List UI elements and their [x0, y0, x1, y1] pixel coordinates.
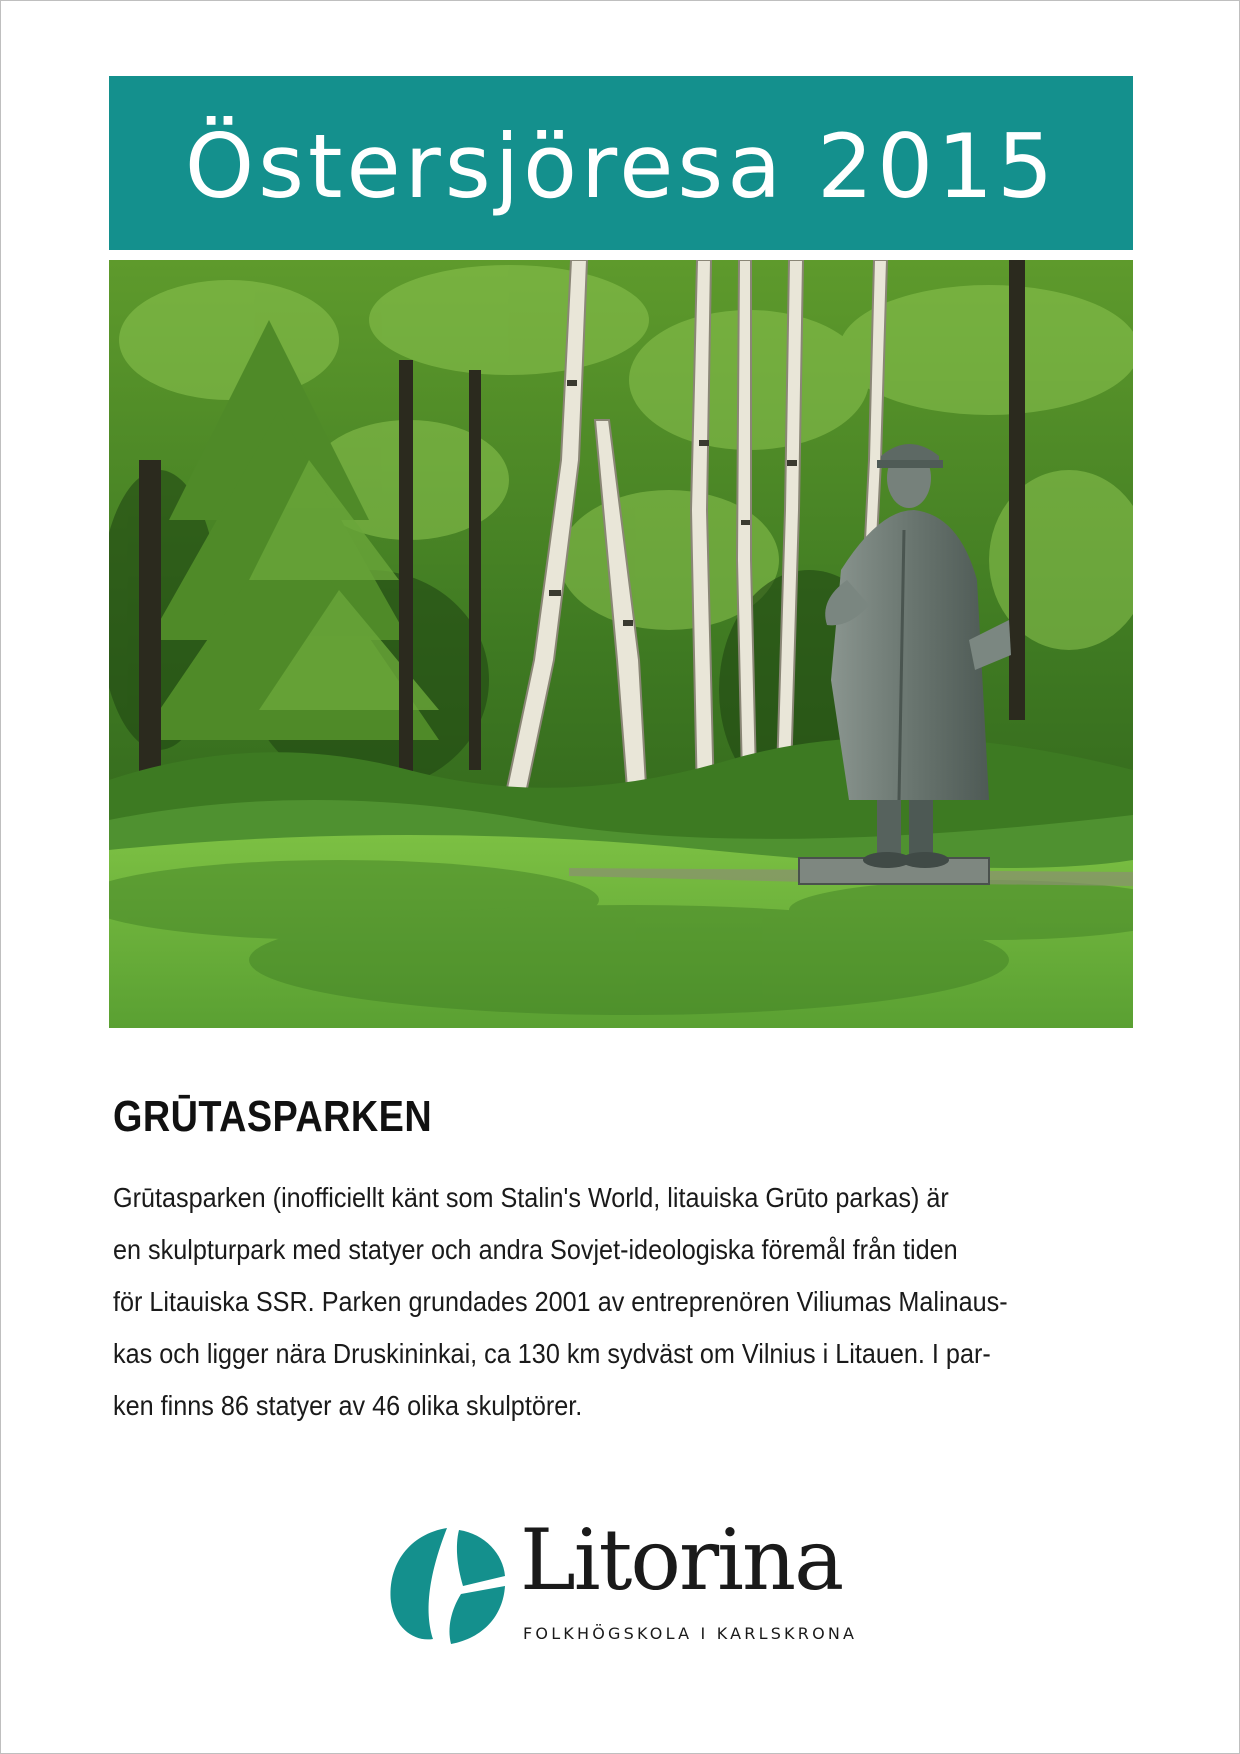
- litorina-logo: [385, 1511, 858, 1649]
- park-photo: [109, 260, 1133, 1028]
- article-line: ken finns 86 statyer av 46 olika skulptörer.: [113, 1390, 583, 1421]
- title-banner: [109, 76, 1133, 250]
- article-line: en skulpturpark med statyer och andra Sovjet-ideologiska föremål från tiden: [113, 1234, 958, 1265]
- article-line: Grūtasparken (inofficiellt känt som Stalin's World, litauiska Grūto parkas) är: [113, 1182, 949, 1213]
- logo-name: Litorina: [520, 1511, 843, 1609]
- leaf-mark-icon: [385, 1524, 510, 1649]
- article-heading: GRŪTASPARKEN: [113, 1092, 433, 1141]
- article-body: [113, 1172, 1133, 1432]
- article-line: för Litauiska SSR. Parken grundades 2001 av entreprenören Viliumas Malinaus-: [113, 1286, 1008, 1317]
- page-title: Östersjöresa 2015: [184, 115, 1058, 218]
- park-photo-illustration: [109, 260, 1133, 1028]
- article-line: kas och ligger nära Druskininkai, ca 130 km sydväst om Vilnius i Litauen. I par-: [113, 1338, 991, 1369]
- logo-subtitle: FOLKHÖGSKOLA I KARLSKRONA: [523, 1624, 858, 1643]
